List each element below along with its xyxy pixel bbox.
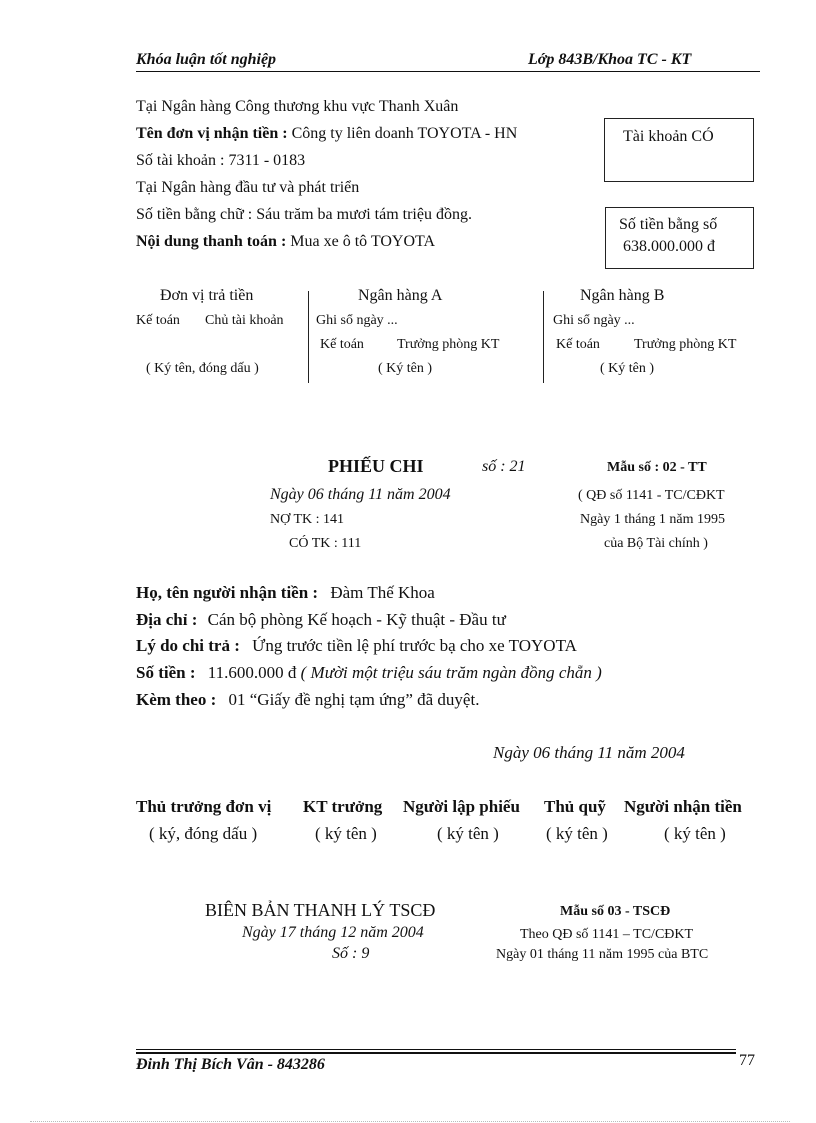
- voucher-decision: ( QĐ số 1141 - TC/CĐKT: [578, 488, 725, 503]
- voucher-number: số : 21: [482, 458, 526, 475]
- content-value: Mua xe ô tô TOYOTA: [290, 233, 436, 250]
- page-number: 77: [739, 1052, 755, 1069]
- signer-chief-accountant-title: KT trưởng: [303, 797, 383, 816]
- voucher-ministry: của Bộ Tài chính ): [604, 536, 708, 551]
- bank-a-date: Ghi sổ ngày ...: [316, 313, 398, 328]
- signer-chief-accountant-note: ( ký tên ): [315, 824, 377, 843]
- voucher-credit: CÓ TK : 111: [289, 536, 362, 551]
- voucher-attach-value: 01 “Giấy đề nghị tạm ứng” đã duyệt.: [228, 690, 480, 709]
- bank-a-title: Ngân hàng A: [358, 287, 443, 304]
- voucher-address-line: [136, 610, 506, 630]
- account-label: Số tài khoản :: [136, 152, 225, 169]
- liquidation-decision-date: Ngày 01 tháng 11 năm 1995 của BTC: [496, 947, 709, 962]
- voucher-sign-date: Ngày 06 tháng 11 năm 2004: [493, 743, 685, 762]
- bank-line-2: Tại Ngân hàng đầu tư và phát triển: [136, 179, 360, 196]
- amount-box: [605, 207, 754, 269]
- voucher-amount-line: [136, 663, 602, 683]
- header-rule: [136, 71, 760, 72]
- bank-a-accountant: Kế toán: [320, 337, 364, 352]
- signer-receiver-note: ( ký tên ): [664, 824, 726, 843]
- voucher-receiver-value: Đàm Thế Khoa: [330, 583, 435, 602]
- bank-a-sign-note: ( Ký tên ): [378, 361, 433, 376]
- signer-preparer-note: ( ký tên ): [437, 824, 499, 843]
- voucher-decision-date: Ngày 1 tháng 1 năm 1995: [580, 512, 726, 527]
- voucher-debit: NỢ TK : 141: [270, 512, 345, 527]
- liquidation-date: Ngày 17 tháng 12 năm 2004: [242, 924, 424, 941]
- content-line: [136, 233, 435, 251]
- voucher-address-value: Cán bộ phòng Kế hoạch - Kỹ thuật - Đầu tư: [207, 610, 506, 629]
- voucher-receiver-line: [136, 583, 435, 603]
- credit-account-box: [604, 118, 754, 182]
- receiver-label: Tên đơn vị nhận tiền :: [136, 125, 288, 142]
- bank-line-1: Tại Ngân hàng Công thương khu vực Thanh Xuân: [136, 98, 459, 115]
- liquidation-form-no: Mẫu số 03 - TSCĐ: [560, 904, 671, 919]
- account-line: [136, 152, 305, 170]
- content-label: Nội dung thanh toán :: [136, 233, 287, 250]
- amount-words-label: Số tiền bằng chữ :: [136, 206, 253, 223]
- amount-words-value: Sáu trăm ba mươi tám triệu đồng.: [256, 206, 472, 223]
- signer-head-title: Thủ trưởng đơn vị: [136, 797, 272, 816]
- header-left: Khóa luận tốt nghiệp: [136, 51, 277, 68]
- page-edge-dots: [30, 1121, 790, 1122]
- receiver-value: Công ty liên doanh TOYOTA - HN: [291, 125, 518, 142]
- header-right: Lớp 843B/Khoa TC - KT: [528, 51, 692, 68]
- footer-author: Đinh Thị Bích Vân - 843286: [136, 1056, 325, 1073]
- bank-b-date: Ghi sổ ngày ...: [553, 313, 635, 328]
- amount-box-value: 638.000.000 đ: [623, 238, 715, 255]
- voucher-attach-line: [136, 690, 479, 710]
- signer-receiver-title: Người nhận tiền: [624, 797, 742, 816]
- payer-unit-title: Đơn vị trả tiền: [160, 287, 254, 304]
- account-value: 7311 - 0183: [228, 152, 306, 169]
- signer-cashier-note: ( ký tên ): [546, 824, 608, 843]
- bank-a-head: Trưởng phòng KT: [397, 337, 500, 352]
- voucher-receiver-label: Họ, tên người nhận tiền :: [136, 583, 319, 602]
- payer-owner: Chủ tài khoản: [205, 313, 284, 328]
- signer-head-note: ( ký, đóng dấu ): [149, 824, 258, 843]
- bank-b-accountant: Kế toán: [556, 337, 600, 352]
- bank-b-head: Trưởng phòng KT: [634, 337, 737, 352]
- signature-divider-2: [543, 291, 544, 383]
- signer-preparer-title: Người lập phiếu: [403, 797, 520, 816]
- voucher-address-label: Địa chỉ :: [136, 610, 198, 629]
- bank-b-title: Ngân hàng B: [580, 287, 665, 304]
- signature-divider-1: [308, 291, 309, 383]
- liquidation-title: BIÊN BẢN THANH LÝ TSCĐ: [205, 900, 436, 920]
- amount-words-line: [136, 206, 472, 224]
- voucher-amount-label: Số tiền :: [136, 663, 196, 682]
- credit-account-label: Tài khoản CÓ: [623, 128, 714, 145]
- receiver-line: [136, 125, 517, 143]
- voucher-reason-value: Ứng trước tiền lệ phí trước bạ cho xe TOYOTA: [252, 636, 577, 655]
- voucher-amount-words: ( Mười một triệu sáu trăm ngàn đồng chẵn ): [300, 663, 602, 682]
- voucher-amount-value: 11.600.000 đ: [207, 663, 297, 682]
- voucher-form-no: Mẫu số : 02 - TT: [607, 460, 707, 475]
- bank-b-sign-note: ( Ký tên ): [600, 361, 655, 376]
- payer-sign-note: ( Ký tên, đóng dấu ): [146, 361, 259, 376]
- footer-rule-top: [136, 1049, 736, 1050]
- payer-accountant: Kế toán: [136, 313, 180, 328]
- voucher-reason-line: [136, 636, 577, 656]
- liquidation-number: Số : 9: [332, 945, 370, 962]
- signer-cashier-title: Thủ quỹ: [544, 797, 606, 816]
- voucher-attach-label: Kèm theo :: [136, 690, 217, 709]
- voucher-reason-label: Lý do chi trả :: [136, 636, 240, 655]
- voucher-title: PHIẾU CHI: [328, 456, 424, 476]
- amount-box-label: Số tiền bằng số: [619, 216, 718, 233]
- footer-rule-bottom: [136, 1052, 736, 1054]
- voucher-date: Ngày 06 tháng 11 năm 2004: [270, 486, 451, 503]
- liquidation-decision: Theo QĐ số 1141 – TC/CĐKT: [520, 927, 694, 942]
